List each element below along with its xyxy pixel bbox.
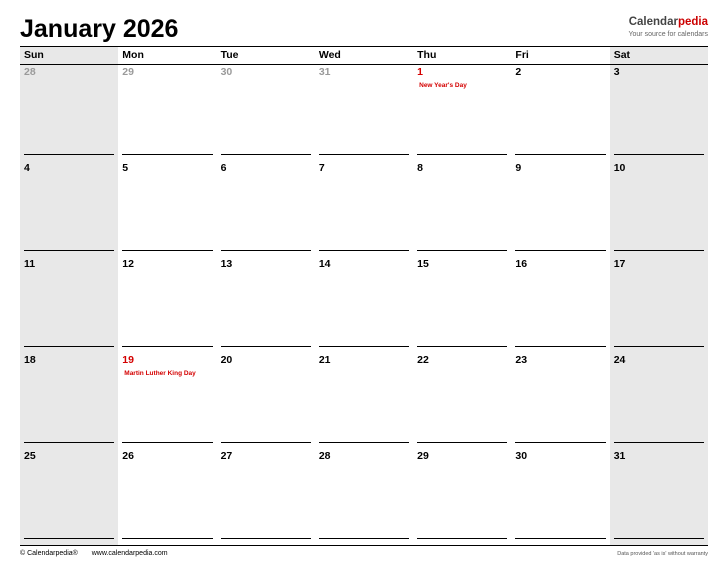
week-row — [20, 449, 708, 545]
day-cell[interactable] — [315, 161, 413, 257]
day-cell[interactable] — [413, 161, 511, 257]
writing-line — [319, 250, 409, 251]
day-cell[interactable] — [511, 449, 609, 545]
writing-line — [614, 250, 704, 251]
day-cell[interactable] — [610, 161, 708, 257]
holiday-label: New Year's Day — [419, 82, 467, 89]
day-cell[interactable] — [315, 449, 413, 545]
writing-line — [24, 442, 114, 443]
disclaimer-text: Data provided 'as is' without warranty — [617, 551, 708, 557]
day-number: 11 — [24, 258, 36, 270]
day-cell[interactable] — [118, 449, 216, 545]
day-cell[interactable] — [217, 449, 315, 545]
day-number: 2 — [515, 66, 522, 78]
day-cell[interactable] — [217, 65, 315, 161]
day-number: 9 — [515, 162, 522, 174]
day-cell[interactable] — [610, 449, 708, 545]
day-number: 18 — [24, 354, 36, 366]
day-cell[interactable] — [20, 161, 118, 257]
writing-line — [221, 538, 311, 539]
day-number: 17 — [613, 258, 626, 270]
day-cell[interactable] — [610, 353, 708, 449]
weekday-mon: Mon — [122, 49, 144, 61]
footer-copyright-block — [20, 550, 168, 557]
writing-line — [221, 154, 311, 155]
writing-line — [417, 250, 507, 251]
day-cell[interactable] — [118, 257, 216, 353]
weekday-tue: Tue — [220, 49, 239, 61]
writing-line — [24, 154, 114, 155]
day-cell[interactable] — [413, 353, 511, 449]
day-cell[interactable] — [217, 353, 315, 449]
day-cell[interactable] — [20, 65, 118, 161]
holiday-label: Martin Luther King Day — [124, 370, 196, 377]
writing-line — [614, 538, 704, 539]
week-row — [20, 257, 708, 353]
week-row — [20, 353, 708, 449]
day-number: 8 — [417, 162, 423, 174]
writing-line — [122, 346, 212, 347]
weekday-header-row — [20, 47, 708, 65]
writing-line — [221, 442, 311, 443]
day-cell[interactable] — [511, 161, 609, 257]
writing-line — [515, 250, 605, 251]
weekday-thu: Thu — [417, 49, 437, 61]
writing-line — [24, 538, 114, 539]
day-number: 16 — [515, 258, 528, 270]
day-cell[interactable] — [20, 353, 118, 449]
day-cell[interactable] — [118, 353, 216, 449]
day-number: 31 — [318, 66, 331, 78]
writing-line — [122, 250, 212, 251]
writing-line — [515, 346, 605, 347]
copyright-text: © Calendarpedia® — [20, 550, 78, 557]
day-number: 28 — [318, 450, 331, 462]
day-number: 4 — [24, 162, 30, 174]
day-number: 14 — [318, 258, 331, 270]
writing-line — [122, 442, 212, 443]
writing-line — [614, 346, 704, 347]
day-cell[interactable] — [217, 257, 315, 353]
calendar-grid — [20, 46, 708, 546]
writing-line — [417, 154, 507, 155]
weekday-sat: Sat — [610, 47, 708, 64]
writing-line — [319, 538, 409, 539]
day-number: 24 — [613, 354, 626, 366]
brand-tagline: Your source for calendars — [628, 31, 708, 38]
week-row — [20, 65, 708, 161]
day-number: 15 — [417, 258, 429, 270]
day-number: 12 — [122, 258, 134, 270]
writing-line — [614, 442, 704, 443]
day-number: 10 — [613, 162, 626, 174]
writing-line — [319, 154, 409, 155]
day-cell[interactable] — [315, 353, 413, 449]
day-number: 13 — [220, 258, 233, 270]
day-number: 1 — [417, 66, 423, 78]
day-cell[interactable] — [413, 65, 511, 161]
day-number: 26 — [122, 450, 134, 462]
writing-line — [417, 538, 507, 539]
page-header — [20, 0, 708, 46]
weekday-fri: Fri — [515, 49, 529, 61]
day-cell[interactable] — [217, 161, 315, 257]
day-cell[interactable] — [511, 65, 609, 161]
day-cell[interactable] — [20, 449, 118, 545]
week-row — [20, 161, 708, 257]
writing-line — [122, 538, 212, 539]
day-number: 6 — [220, 162, 227, 174]
writing-line — [24, 250, 114, 251]
day-number: 30 — [515, 450, 528, 462]
writing-line — [221, 250, 311, 251]
day-number: 19 — [122, 354, 134, 366]
day-cell[interactable] — [118, 161, 216, 257]
day-number: 31 — [613, 450, 626, 462]
writing-line — [515, 538, 605, 539]
writing-line — [319, 442, 409, 443]
day-cell[interactable] — [610, 257, 708, 353]
writing-line — [417, 346, 507, 347]
day-number: 7 — [318, 162, 325, 174]
day-cell[interactable] — [610, 65, 708, 161]
day-number: 3 — [613, 66, 620, 78]
day-number: 25 — [24, 450, 36, 462]
weekday-wed: Wed — [318, 49, 341, 61]
day-cell[interactable] — [315, 65, 413, 161]
day-number: 27 — [220, 450, 233, 462]
day-number: 29 — [122, 66, 134, 78]
writing-line — [221, 346, 311, 347]
day-cell[interactable] — [20, 257, 118, 353]
page-title: January 2026 — [20, 15, 179, 43]
day-number: 28 — [24, 66, 36, 78]
writing-line — [24, 346, 114, 347]
day-number: 20 — [220, 354, 233, 366]
day-cell[interactable] — [511, 257, 609, 353]
weekday-sun: Sun — [20, 47, 118, 64]
day-cell[interactable] — [413, 257, 511, 353]
brand-logo — [628, 16, 708, 46]
day-number: 5 — [122, 162, 129, 174]
day-cell[interactable] — [118, 65, 216, 161]
day-number: 30 — [220, 66, 233, 78]
website-link[interactable]: www.calendarpedia.com — [91, 550, 168, 557]
writing-line — [515, 154, 605, 155]
writing-line — [319, 346, 409, 347]
writing-line — [515, 442, 605, 443]
day-cell[interactable] — [315, 257, 413, 353]
writing-line — [417, 442, 507, 443]
page-footer — [20, 550, 708, 557]
day-number: 21 — [318, 354, 331, 366]
brand-name-part2: pedia — [677, 16, 708, 28]
day-number: 23 — [515, 354, 528, 366]
day-number: 22 — [417, 354, 429, 366]
writing-line — [122, 154, 212, 155]
day-cell[interactable] — [511, 353, 609, 449]
brand-name-part1: Calendar — [628, 16, 678, 28]
brand-name — [628, 16, 708, 29]
day-cell[interactable] — [413, 449, 511, 545]
writing-line — [614, 154, 704, 155]
day-number: 29 — [417, 450, 429, 462]
